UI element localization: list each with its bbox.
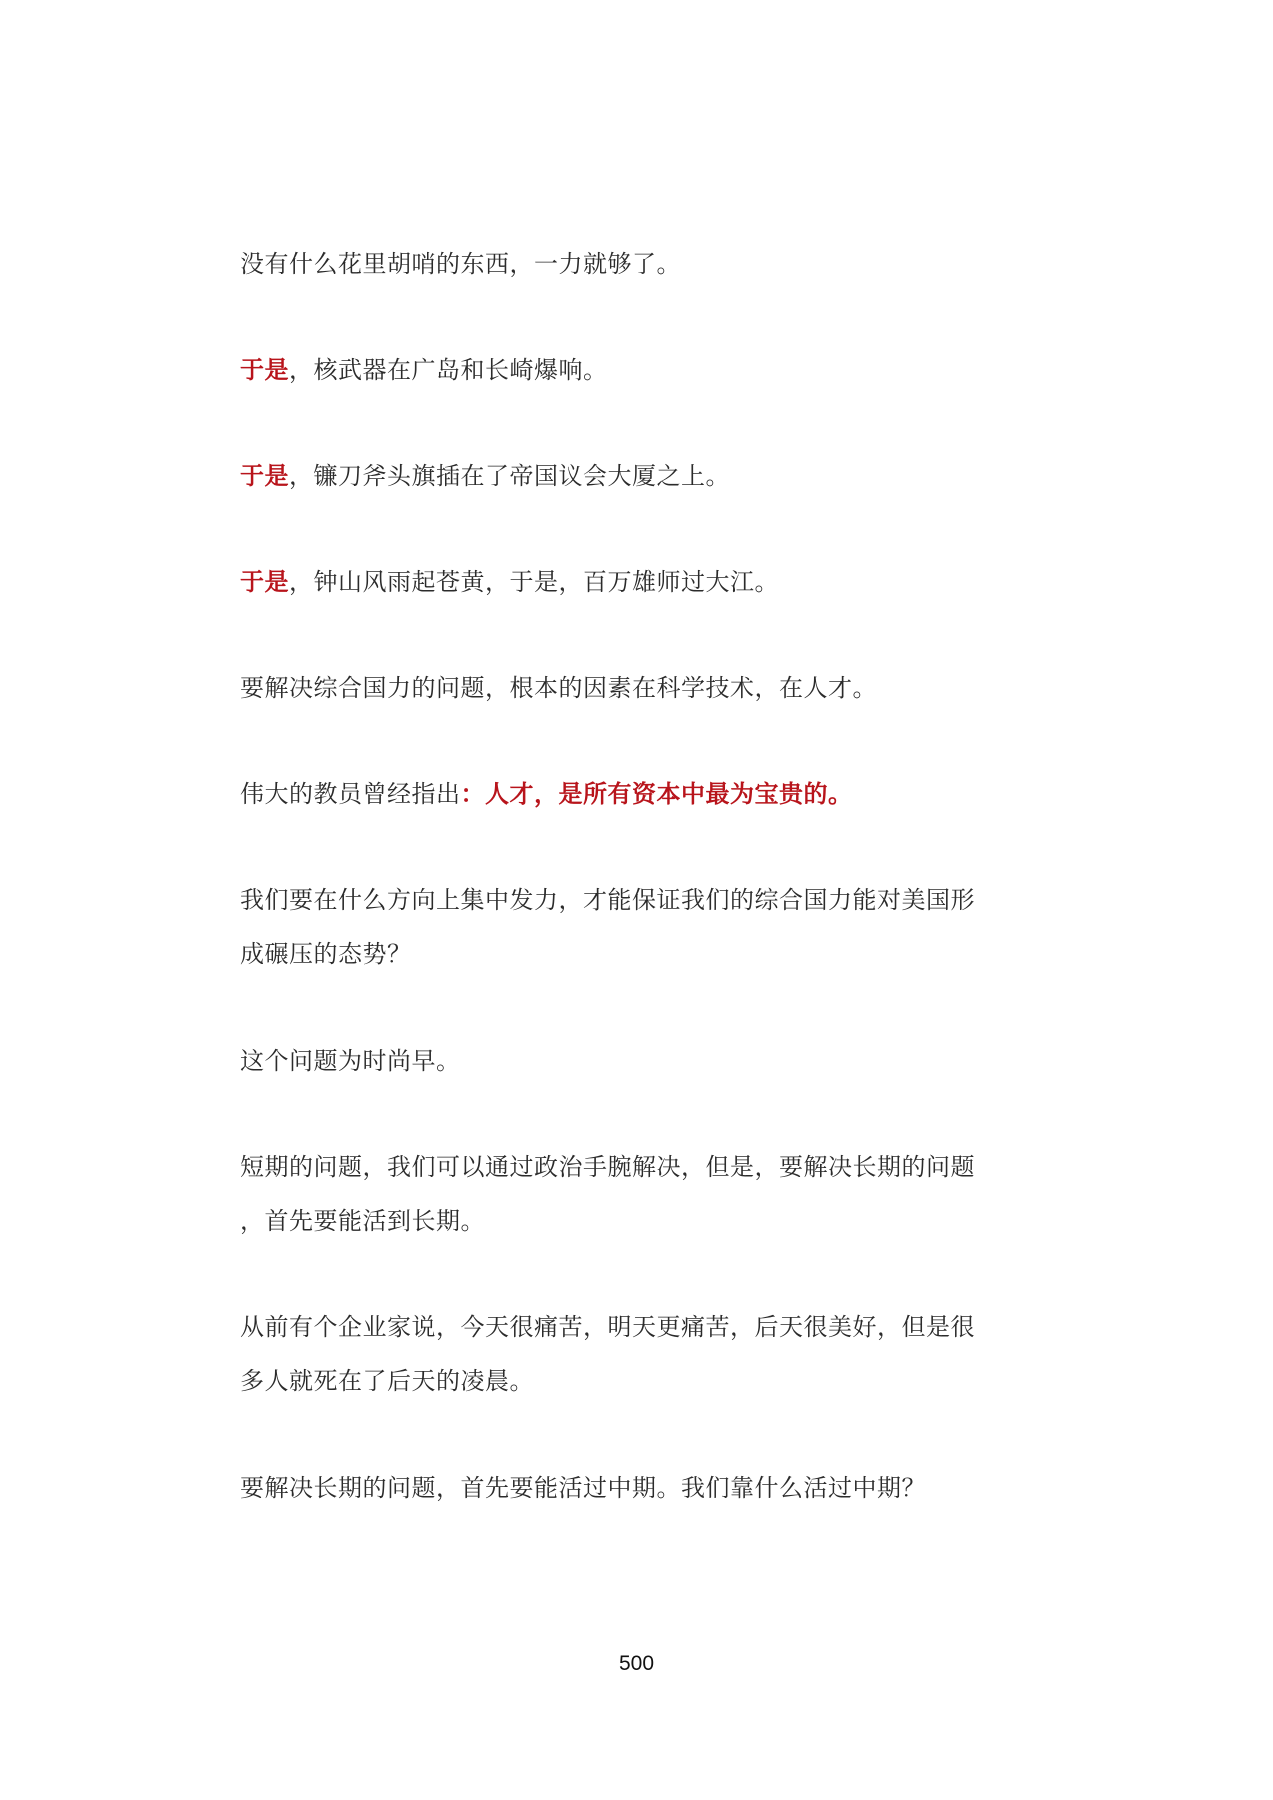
page-number: 500	[618, 1652, 655, 1675]
paragraph-3	[240, 460, 1040, 492]
emphasis-lead: 于是	[240, 461, 289, 490]
paragraph-text: 要解决长期的问题，首先要能活过中期。我们靠什么活过中期？	[240, 1474, 926, 1502]
paragraph-text: 多人就死在了后天的凌晨。	[240, 1367, 534, 1395]
paragraph-text: 短期的问题，我们可以通过政治手腕解决，但是，要解决长期的问题	[240, 1153, 975, 1181]
paragraph-text: ，首先要能活到长期。	[240, 1207, 485, 1235]
paragraph-8	[240, 1045, 1040, 1077]
paragraph-5	[240, 672, 1040, 704]
paragraph-text: ，核武器在广岛和长崎爆响。	[289, 356, 608, 384]
paragraph-6	[240, 778, 1040, 810]
paragraph-text: 从前有个企业家说，今天很痛苦，明天更痛苦，后天很美好，但是很	[240, 1313, 975, 1341]
paragraph-text: 伟大的教员曾经指出	[240, 780, 461, 808]
paragraph-text: 我们要在什么方向上集中发力，才能保证我们的综合国力能对美国形	[240, 886, 975, 914]
paragraph-text: 这个问题为时尚早。	[240, 1047, 461, 1075]
paragraph-7-line-2	[240, 938, 1040, 970]
paragraph-4	[240, 566, 1040, 598]
paragraph-7-line-1	[240, 884, 1040, 916]
paragraph-10-line-2	[240, 1365, 1040, 1397]
paragraph-10-line-1	[240, 1311, 1040, 1343]
emphasis-quote: ：人才，是所有资本中最为宝贵的。	[460, 779, 853, 808]
paragraph-2	[240, 354, 1040, 386]
emphasis-lead: 于是	[240, 355, 289, 384]
paragraph-text: 要解决综合国力的问题，根本的因素在科学技术，在人才。	[240, 674, 877, 702]
paragraph-9-line-2	[240, 1205, 1040, 1237]
paragraph-text: ，镰刀斧头旗插在了帝国议会大厦之上。	[289, 462, 730, 490]
paragraph-text: ，钟山风雨起苍黄，于是，百万雄师过大江。	[289, 568, 779, 596]
paragraph-11	[240, 1472, 1040, 1504]
paragraph-1	[240, 248, 1040, 280]
emphasis-lead: 于是	[240, 567, 289, 596]
paragraph-9-line-1	[240, 1151, 1040, 1183]
paragraph-text: 成碾压的态势？	[240, 940, 412, 968]
paragraph-text: 没有什么花里胡哨的东西，一力就够了。	[240, 250, 681, 278]
